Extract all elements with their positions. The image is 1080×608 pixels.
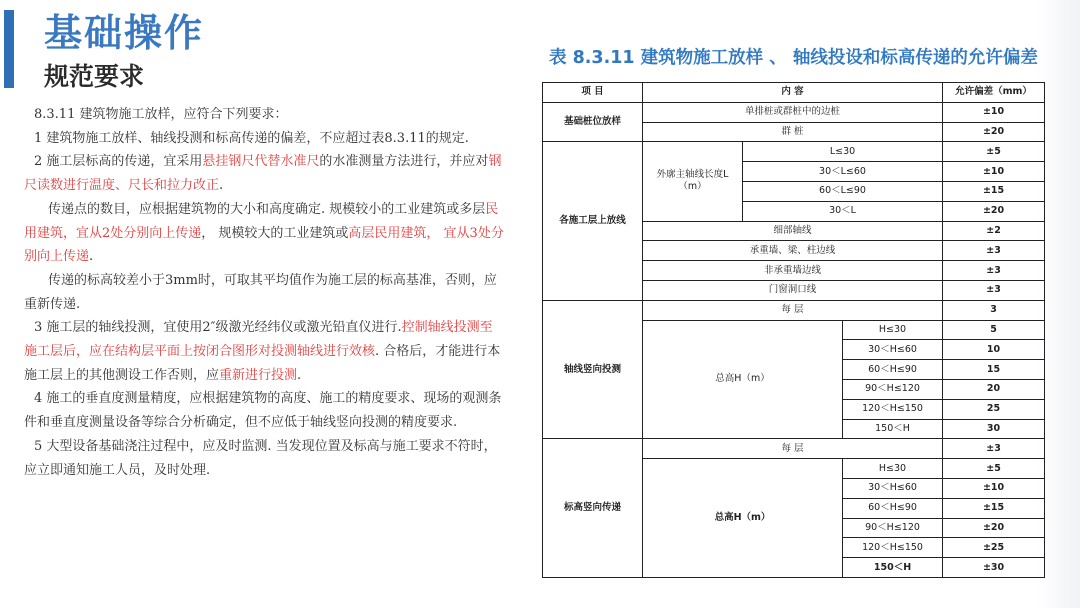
clause-item-2-average: 传递的标高较差小于3mm时，可取其平均值作为施工层的标高基准，否则，应重新传递. (24, 272, 497, 312)
content-cell: 30＜H≤60 (843, 478, 943, 498)
clause-item-1: 1 建筑物施工放样、轴线投测和标高传递的偏差，不应超过表8.3.11的规定. (34, 130, 469, 146)
group-cell: 总高H（m） (643, 320, 843, 439)
content-cell: H≤30 (843, 320, 943, 340)
table-header-row (543, 83, 1045, 103)
group-cell: 总高H（m） (643, 459, 843, 578)
tolerance-cell: ±20 (943, 518, 1045, 538)
clause-item-2: 2 施工层标高的传递，宜采用悬挂钢尺代替水准尺的水准测量方法进行，并应对钢尺读数进行温度、尺长和拉力改正. (24, 154, 502, 194)
clause-item-5: 5 大型设备基础浇注过程中，应及时监测. 当发现位置及标高与施工要求不符时，应立即通知施工人员，及时处理. (24, 438, 497, 478)
item-cell: 基础桩位放样 (543, 102, 643, 142)
title-accent-bar (4, 10, 14, 88)
page-title: 基础操作 (44, 11, 205, 55)
content-cell: 60＜H≤90 (843, 498, 943, 518)
tolerance-cell: 5 (943, 320, 1045, 340)
highlight-text: 高层民用建筑， 宜从3处分别向上传递 (24, 225, 504, 265)
highlight-text: 悬挂钢尺代替水准尺 (202, 154, 320, 170)
tolerance-cell: ±30 (943, 558, 1045, 578)
spec-text-body (24, 103, 504, 482)
tolerance-cell: ±10 (943, 102, 1045, 122)
content-cell: 承重墙、梁、柱边线 (643, 241, 943, 261)
item-cell: 标高竖向传递 (543, 439, 643, 578)
table-title: 表 8.3.11 建筑物施工放样 、 轴线投设和标高传递的允许偏差 (549, 48, 1038, 68)
content-cell: 细部轴线 (643, 221, 943, 241)
group-cell: 外廓主轴线长度L（m） (643, 142, 743, 221)
header-item: 项 目 (543, 83, 643, 103)
item-cell: 轴线竖向投测 (543, 300, 643, 439)
tolerance-cell: ±5 (943, 459, 1045, 479)
content-cell: 每 层 (643, 300, 943, 320)
header-tolerance: 允许偏差（mm） (943, 83, 1045, 103)
content-cell: 150＜H (843, 558, 943, 578)
content-cell: 群 桩 (643, 122, 943, 142)
tolerance-cell: ±3 (943, 439, 1045, 459)
content-cell: 单排桩或群桩中的边桩 (643, 102, 943, 122)
tolerance-cell: ±15 (943, 181, 1045, 201)
tolerance-cell: 10 (943, 340, 1045, 360)
table-row (543, 142, 1045, 162)
item-cell: 各施工层上放线 (543, 142, 643, 300)
tolerance-cell: ±25 (943, 538, 1045, 558)
highlight-text: 民用建筑，宜从2处分别向上传递 (24, 201, 499, 241)
content-cell: 60＜H≤90 (843, 360, 943, 380)
content-cell: 非承重墙边线 (643, 261, 943, 281)
tolerance-cell: ±20 (943, 201, 1045, 221)
content-cell: 90＜H≤120 (843, 518, 943, 538)
tolerance-cell: ±10 (943, 162, 1045, 182)
tolerance-table (542, 82, 1045, 578)
tolerance-cell: 25 (943, 399, 1045, 419)
tolerance-cell: ±2 (943, 221, 1045, 241)
tolerance-cell: 20 (943, 379, 1045, 399)
clause-heading: 8.3.11 建筑物施工放样，应符合下列要求： (34, 107, 288, 122)
tolerance-cell: 15 (943, 360, 1045, 380)
tolerance-cell: ±3 (943, 280, 1045, 300)
tolerance-cell: 30 (943, 419, 1045, 439)
header-content: 内 容 (643, 83, 943, 103)
content-cell: 门窗洞口线 (643, 280, 943, 300)
content-cell: 60＜L≤90 (743, 181, 943, 201)
clause-item-4: 4 施工的垂直度测量精度，应根据建筑物的高度、施工的精度要求、现场的观测条件和垂直度测量设备等综合分析确定，但不应低于轴线竖向投测的精度要求. (24, 391, 502, 431)
content-cell: H≤30 (843, 459, 943, 479)
content-cell: 每 层 (643, 439, 943, 459)
tolerance-cell: ±3 (943, 261, 1045, 281)
tolerance-cell: ±15 (943, 498, 1045, 518)
page-subtitle: 规范要求 (44, 62, 145, 91)
tolerance-cell: ±5 (943, 142, 1045, 162)
highlight-text: 控制轴线投测至施工层后，应在结构层平面上按闭合图形对投测轴线进行效核 (24, 320, 493, 360)
tolerance-cell: ±20 (943, 122, 1045, 142)
content-cell: 120＜H≤150 (843, 399, 943, 419)
content-cell: L≤30 (743, 142, 943, 162)
clause-item-2-points: 传递点的数目，应根据建筑物的大小和高度确定. 规模较小的工业建筑或多层民用建筑，宜从2处分别向上传递， 规模较大的工业建筑或高层民用建筑， 宜从3处分别向上传递. (24, 201, 504, 265)
clause-item-3: 3 施工层的轴线投测，宜使用2″级激光经纬仪或激光铅直仪进行.控制轴线投测至施工层后，应在结构层平面上按闭合图形对投测轴线进行效核. 合格后，才能进行本施工层上的其他测设工作否则，应重新进行投测. (24, 320, 501, 383)
content-cell: 30＜L≤60 (743, 162, 943, 182)
content-cell: 90＜H≤120 (843, 379, 943, 399)
tolerance-cell: 3 (943, 300, 1045, 320)
content-cell: 30＜H≤60 (843, 340, 943, 360)
tolerance-cell: ±10 (943, 478, 1045, 498)
content-cell: 120＜H≤150 (843, 538, 943, 558)
tolerance-cell: ±3 (943, 241, 1045, 261)
table-row (543, 439, 1045, 459)
table-row (543, 102, 1045, 122)
highlight-text: 重新进行投测 (219, 367, 298, 383)
highlight-text: 钢尺读数进行温度、尺长和拉力改正 (24, 154, 502, 194)
content-cell: 150＜H (843, 419, 943, 439)
content-cell: 30＜L (743, 201, 943, 221)
table-row (543, 300, 1045, 320)
